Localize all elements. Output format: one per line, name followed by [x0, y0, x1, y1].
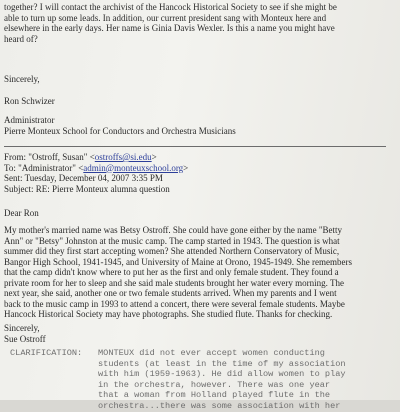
- to-label: To:: [4, 162, 16, 173]
- subject-value: RE: Pierre Monteux alumna question: [35, 183, 170, 194]
- to-name: "Administrator" <: [18, 162, 84, 173]
- header-from: From: "Ostroff, Susan" <ostroffs@si.edu>: [4, 152, 157, 162]
- header-sent: [4, 173, 388, 184]
- from-label: From:: [4, 152, 27, 162]
- from-name: "Ostroff, Susan" <: [28, 152, 95, 162]
- body-line: that the camp didn't know where to put her as the first and only female student. They found a: [4, 267, 339, 277]
- sent-value: Tuesday, December 04, 2007 3:35 PM: [24, 173, 163, 183]
- closing-text: Sincerely,: [4, 323, 40, 333]
- header-to: To: "Administrator" <admin@monteuxschool.org>: [4, 162, 189, 173]
- previous-line: together? I will contact the archivist of the Hancock Historical Society to see if she might be: [4, 2, 337, 12]
- clarification-line: MONTEUX did not ever accept women conducting: [98, 348, 325, 358]
- body-line: Hancock Historical Society may have photographs. She studied flute. Thanks for checking.: [4, 309, 333, 319]
- greeting-text: Dear Ron: [4, 208, 39, 218]
- body-line: Ann" or "Betsy" Johnston at the music camp. The camp started in 1943. The question is what: [4, 235, 340, 246]
- clarification-line: in the orchestra, however. There was one year: [98, 379, 331, 390]
- email-header: [4, 152, 388, 194]
- from-email-link[interactable]: ostroffs@si.edu: [94, 152, 152, 162]
- body-line: next year, she said, another one or two female students arrived. When my parents and I went: [4, 288, 337, 298]
- previous-message: [4, 2, 388, 44]
- reply-body: [4, 225, 388, 320]
- previous-line: elsewhere in the early days. Her name is Ginia Davis Wexler. Is this a name you might have: [4, 23, 335, 33]
- previous-line: able to turn up some leads. In addition, our current president sang with Monteux here and: [4, 12, 327, 23]
- clarification-label: CLARIFICATION:: [10, 348, 83, 358]
- subject-label: Subject:: [4, 183, 34, 194]
- separator-line: [4, 146, 386, 147]
- to-email-link[interactable]: admin@monteuxschool.org: [83, 162, 184, 173]
- signer-role: Administrator: [4, 115, 55, 125]
- previous-signature: [4, 96, 388, 107]
- closing-text: Sincerely,: [4, 74, 40, 84]
- reply-greeting: [4, 208, 388, 219]
- body-line: My mother's married name was Betsy Ostroff. She could have gone either by the name "Betty: [4, 225, 343, 235]
- previous-line: heard of?: [4, 33, 38, 44]
- clarification-line: with him (1959-1963). He did allow women to play: [98, 369, 346, 380]
- reply-signoff: [4, 323, 388, 344]
- previous-closing: [4, 74, 388, 85]
- body-line: summer did they first start accepting women? She attended Northern Conservatory of Music,: [4, 246, 340, 256]
- clarification-line: orchestra...there was some association with her: [98, 400, 341, 411]
- body-line: Bangor High School, 1941-1945, and University of Maine at Orono, 1945-1949. She remembers: [4, 256, 352, 267]
- previous-signature-title: [4, 115, 388, 136]
- clarification-text: [98, 348, 346, 412]
- clarification-line: students (at least in the time of my association: [98, 358, 346, 369]
- signer-name: Sue Ostroff: [4, 333, 46, 344]
- body-line: back to the music camp in 1993 to attend a concert, there were several female students. Maybe: [4, 298, 345, 309]
- header-subject: [4, 184, 388, 195]
- body-line: private room for her to sleep and she said male students brought her water every morning. The: [4, 277, 344, 288]
- sent-label: Sent:: [4, 173, 23, 183]
- signer-name: Ron Schwizer: [4, 96, 55, 106]
- signer-organization: Pierre Monteux School for Conductors and Orchestra Musicians: [4, 125, 236, 136]
- clarification-line: that a woman from Holland played flute in the: [98, 390, 331, 401]
